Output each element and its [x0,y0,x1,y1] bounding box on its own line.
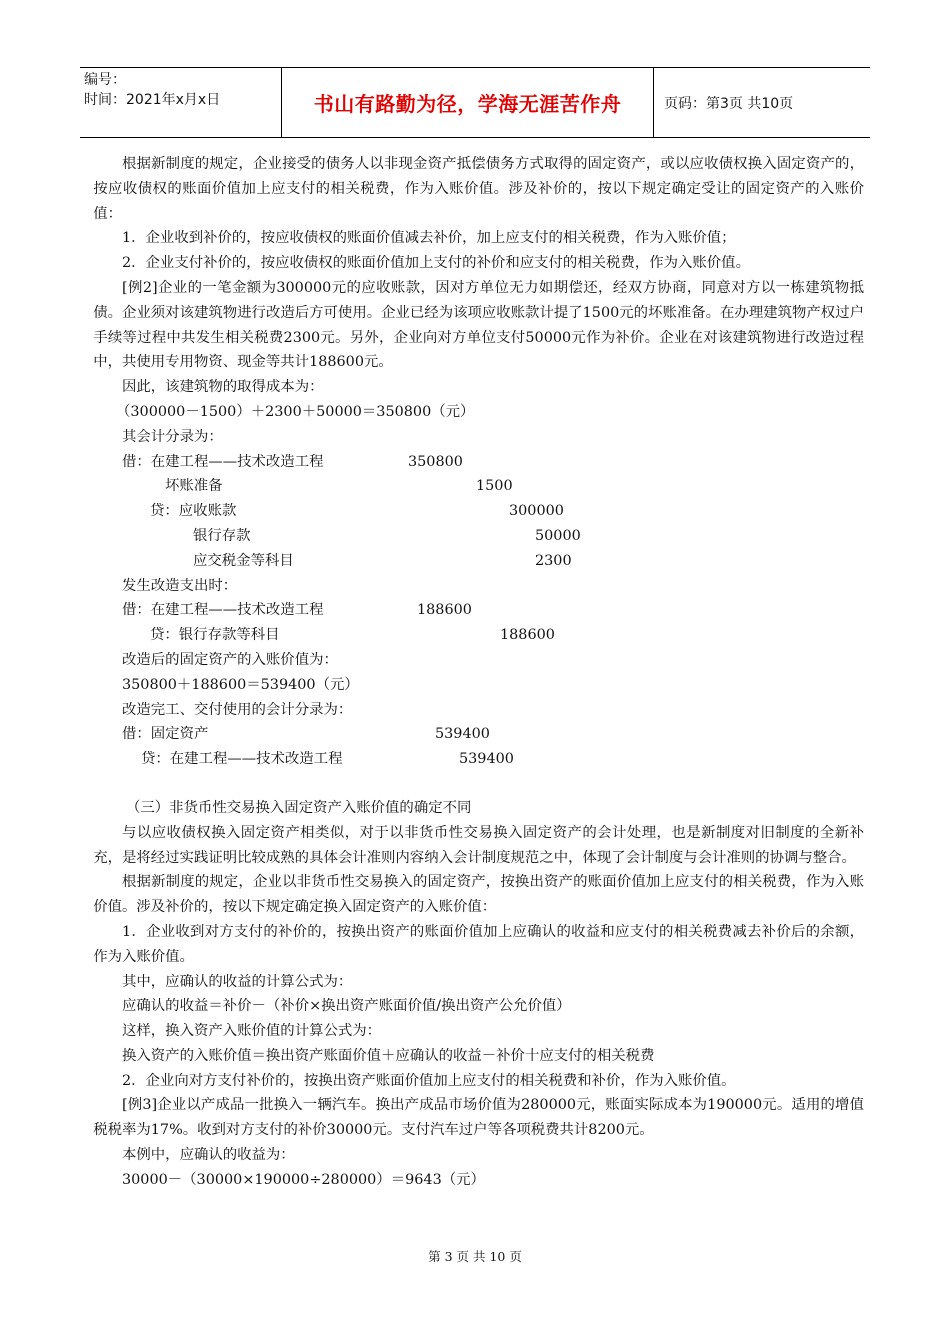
paragraph: [例3]企业以产成品一批换入一辆汽车。换出产成品市场价值为280000元，账面实际成本为190000元。适用的增值税税率为17%。收到对方支付的补价30000元。支付汽车过户等各项税费共计8200元。 [93,1097,864,1139]
paragraph: 本例中，应确认的收益为： [122,1147,295,1164]
journal-line [122,549,864,574]
entry-amount: 539400 [459,751,514,768]
header-meta [80,68,281,137]
page-header [80,67,870,138]
paragraph: 改造后的固定资产的入账价值为： [122,651,338,668]
paragraph: 与以应收债权换入固定资产相类似，对于以非货币性交易换入固定资产的会计处理，也是新制度对旧制度的全新补充，是将经过实践证明比较成熟的具体会计准则内容纳入会计制度规范之中，体现了会计制度与会计准则的协调与整合。 [93,824,864,866]
formula: 换入资产的入账价值＝换出资产账面价值＋应确认的收益－补价十应支付的相关税费 [122,1047,655,1064]
journal-line [122,474,864,499]
journal-line [122,524,864,549]
entry-account: 贷：在建工程——技术改造工程 [141,751,343,768]
paragraph: 根据新制度的规定，企业接受的债务人以非现金资产抵偿债务方式取得的固定资产，或以应收债权换入固定资产的，按应收债权的账面价值加上应支付的相关税费，作为入账价值。涉及补价的，按以下规定确定受让的固定资产的入账价值： [93,156,864,222]
entry-amount: 1500 [476,478,513,495]
journal-line [122,598,864,623]
entry-account: 应交税金等科目 [193,552,294,569]
entry-amount: 188600 [500,627,555,644]
paragraph: 1．企业收到对方支付的补价的，按换出资产的账面价值加上应确认的收益和应支付的相关税费减去补价后的余额，作为入账价值。 [93,923,864,965]
section-heading: （三）非货币性交易换入固定资产入账价值的确定不同 [126,799,472,816]
entry-amount: 539400 [435,726,490,743]
entry-amount: 188600 [417,602,472,619]
footer-page-number: 第 3 页 共 10 页 [428,1249,522,1264]
paragraph: 其中，应确认的收益的计算公式为： [122,973,353,990]
motto-text: 书山有路勤为径，学海无涯苦作舟 [313,92,622,116]
paragraph: 这样，换入资产入账价值的计算公式为： [122,1023,382,1040]
paragraph: 1．企业收到补价的，按应收债权的账面价值减去补价，加上应支付的相关税费，作为入账价值； [122,230,736,247]
journal-line [122,747,864,772]
paragraph: 发生改造支出时： [122,577,238,594]
journal-line [122,450,864,475]
date-label: 时间：2021年x月x日 [84,92,221,108]
journal-line [122,722,864,747]
formula: 350800＋188600＝539400（元） [122,676,359,693]
entry-account: 贷：银行存款等科目 [150,627,280,644]
entry-account: 银行存款 [193,527,251,544]
entry-account: 借：在建工程——技术改造工程 [122,602,324,619]
section-spacer [122,772,864,796]
formula: 应确认的收益＝补价－（补价×换出资产账面价值/换出资产公允价值） [122,998,571,1015]
header-motto-cell [281,68,654,137]
journal-line [122,623,864,648]
paragraph: [例2]企业的一笔金额为300000元的应收账款，因对方单位无力如期偿还，经双方协商，同意对方以一栋建筑物抵债。企业须对该建筑物进行改造后方可使用。企业已经为该项应收账款计提了1500元的坏账准备。在办理建筑物产权过户手续等过程中共发生相关税费2300元。另外，企业向对方单位支付50000元作为补价。企业在对该建筑物进行改造过程中，共使用专用物资、现金等共计188600元。 [93,279,864,371]
document-body [93,152,864,1193]
entry-amount: 300000 [509,503,564,520]
entry-account: 贷：应收账款 [150,503,237,520]
paragraph: 2．企业向对方支付补价的，按换出资产账面价值加上应支付的相关税费和补价，作为入账价值。 [122,1072,736,1089]
paragraph: 2．企业支付补价的，按应收债权的账面价值加上支付的补价和应支付的相关税费，作为入账价值。 [122,255,750,272]
entry-account: 借：在建工程——技术改造工程 [122,453,324,470]
number-label: 编号： [84,72,126,88]
entry-amount: 2300 [535,552,572,569]
paragraph: 改造完工、交付使用的会计分录为： [122,701,353,718]
entry-account: 借：固定资产 [122,726,209,743]
paragraph: 因此，该建筑物的取得成本为： [122,379,324,396]
header-page-cell [654,68,870,137]
journal-line [122,499,864,524]
formula: （300000－1500）＋2300＋50000＝350800（元） [116,403,475,420]
entry-account: 坏账准备 [165,478,223,495]
entry-amount: 350800 [408,453,463,470]
entry-amount: 50000 [535,527,581,544]
paragraph: 根据新制度的规定，企业以非货币性交易换入的固定资产，按换出资产的账面价值加上应支付的相关税费，作为入账价值。涉及补价的，按以下规定确定换入固定资产的入账价值： [93,874,864,916]
page-info: 页码：第3页 共10页 [664,95,794,112]
page-footer [0,1247,950,1265]
paragraph: 其会计分录为： [122,428,223,445]
formula: 30000－（30000×190000÷280000）＝9643（元） [122,1171,485,1188]
